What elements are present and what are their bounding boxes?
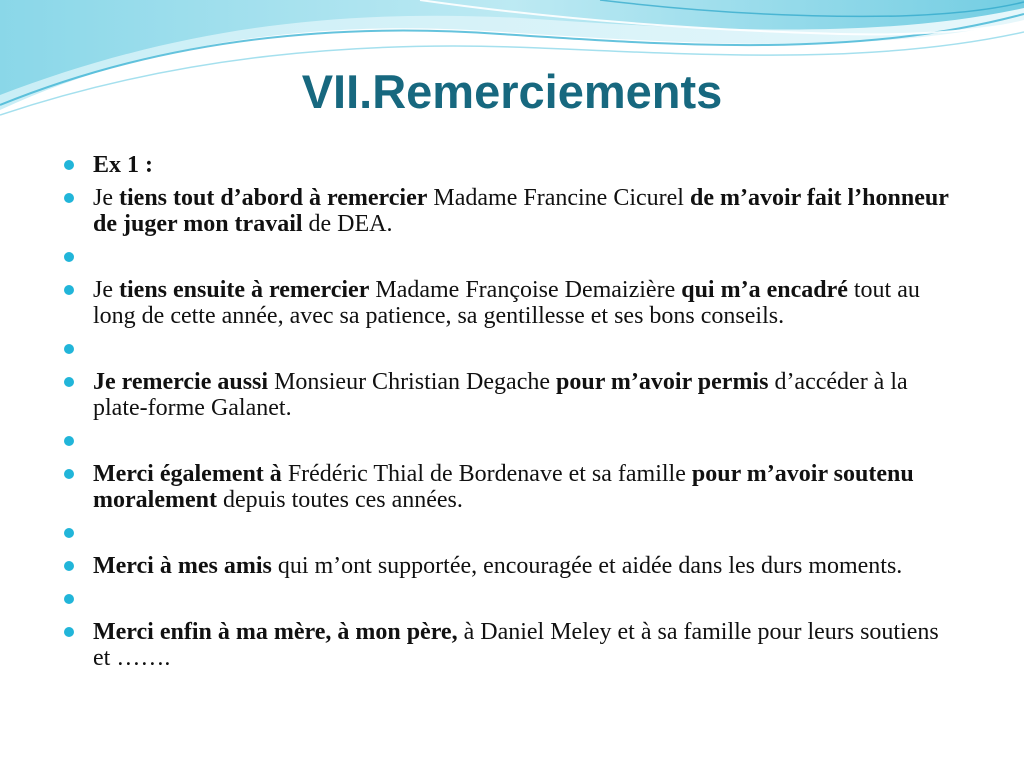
list-item	[62, 185, 962, 237]
bullet-text	[93, 461, 914, 513]
list-item	[62, 369, 962, 421]
bullet-text-bold: tiens ensuite à remercier	[119, 277, 370, 303]
list-item	[62, 520, 962, 546]
bullet-dot-icon	[64, 528, 74, 538]
bullet-text-bold: Merci également à	[93, 461, 282, 487]
bullet-text	[93, 369, 908, 421]
bullet-text-bold: qui m’a encadré	[681, 277, 848, 303]
bullet-text-normal: Monsieur Christian Degache	[268, 369, 556, 395]
list-item	[62, 586, 962, 612]
bullet-text-bold: Merci à mes amis	[93, 553, 272, 579]
bullet-dot-icon	[64, 436, 74, 446]
bullet-dot-icon	[64, 377, 74, 387]
bullet-text-normal: de DEA.	[302, 211, 393, 237]
bullet-text-bold: de m’avoir fait l’honneur de juger mon travail	[93, 185, 949, 237]
bullet-text	[93, 185, 948, 237]
list-item	[62, 336, 962, 362]
bullet-text-normal: depuis toutes ces années.	[216, 487, 463, 513]
bullet-text-bold: pour m’avoir soutenu moralement	[93, 461, 914, 513]
list-item	[62, 428, 962, 454]
slide-title: VII.Remerciements	[301, 65, 723, 118]
list-item	[62, 277, 962, 329]
bullet-list	[62, 152, 962, 678]
list-item	[62, 244, 962, 270]
bullet-text-normal: qui m’ont supportée, encouragée et aidée dans les durs moments.	[271, 553, 903, 579]
bullet-dot-icon	[64, 252, 74, 262]
list-item	[62, 553, 962, 579]
bullet-text	[93, 277, 920, 329]
bullet-text-normal: Madame Françoise Demaizière	[369, 277, 682, 303]
bullet-dot-icon	[64, 285, 74, 295]
bullet-text-bold: Merci enfin à ma mère, à mon père,	[93, 619, 458, 645]
list-item	[62, 619, 962, 671]
bullet-text-normal: Je	[93, 185, 119, 211]
bullet-text-normal: tout au long de cette année, avec sa patience, sa gentillesse et ses bons conseils.	[93, 277, 920, 329]
bullet-text-bold: pour m’avoir permis	[556, 369, 769, 395]
bullet-text-normal: Madame Francine Cicurel	[427, 185, 690, 211]
bullet-text	[93, 553, 902, 579]
bullet-text-normal: d’accéder à la plate-forme Galanet.	[93, 369, 908, 421]
list-item	[62, 152, 962, 178]
bullet-dot-icon	[64, 160, 74, 170]
bullet-text-normal: Frédéric Thial de Bordenave et sa famille	[281, 461, 692, 487]
bullet-dot-icon	[64, 193, 74, 203]
bullet-text-bold: tiens tout d’abord à remercier	[119, 185, 428, 211]
bullet-dot-icon	[64, 561, 74, 571]
list-item	[62, 461, 962, 513]
bullet-text-bold: Ex 1 :	[93, 152, 153, 178]
bullet-text-normal: Je	[93, 277, 119, 303]
bullet-text	[93, 619, 939, 671]
bullet-dot-icon	[64, 469, 74, 479]
bullet-text	[93, 152, 153, 178]
bullet-text-bold: Je remercie aussi	[93, 369, 269, 395]
bullet-dot-icon	[64, 344, 74, 354]
bullet-dot-icon	[64, 627, 74, 637]
bullet-text-normal: à Daniel Meley et à sa famille pour leurs soutiens et …….	[93, 619, 939, 671]
bullet-dot-icon	[64, 594, 74, 604]
